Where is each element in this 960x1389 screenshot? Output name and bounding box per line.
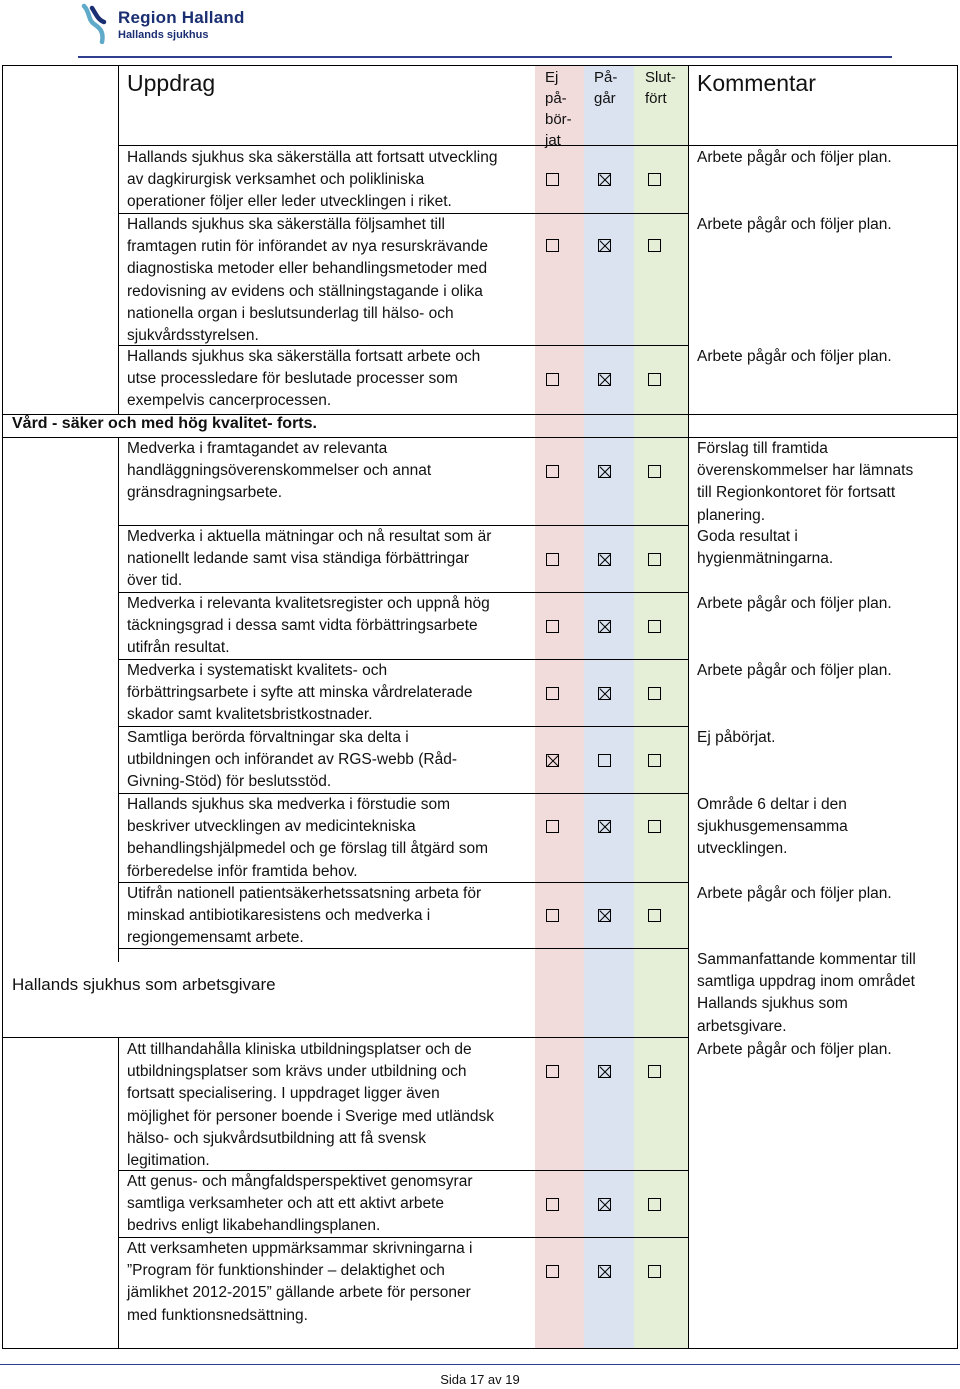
- row-10-checkbox-ej[interactable]: [546, 909, 559, 922]
- row-8-checkbox-pagar[interactable]: [598, 754, 611, 767]
- row-5-assignment-text: Medverka i aktuella mätningar och nå resultat som är nationellt ledande samt visa ständiga förbättringar över tid.: [127, 528, 492, 590]
- row-5-checkbox-ej[interactable]: [546, 553, 559, 566]
- row-8-assignment-text: Samtliga berörda förvaltningar ska delta i utbildningen och införandet av RGS-webb (Råd- Givning-Stöd) för beslutsstöd.: [127, 729, 457, 791]
- row-14-checkbox-slutfort[interactable]: [648, 1265, 661, 1278]
- row-2-assignment-text: Hallands sjukhus ska säkerställa följsamhet till framtagen rutin för införandet av nya resurskrävande diagnostiska metoder eller behandlingsmetoder med redovisning av evidens och ställningstagande i olika nationella organ i beslutsunderlag till hälso- och sjukvårdsstyrelsen.: [127, 216, 488, 345]
- row-8-comment: Ej påbörjat.: [697, 729, 776, 746]
- section-heading-arbetsgivare: Hallands sjukhus som arbetsgivare: [12, 975, 276, 994]
- row-2-checkbox-ej[interactable]: [546, 239, 559, 252]
- row-9-checkbox-pagar[interactable]: [598, 820, 611, 833]
- header-kommentar: Kommentar: [697, 70, 816, 96]
- row-5-checkbox-slutfort[interactable]: [648, 553, 661, 566]
- grid-line-indent: [118, 437, 119, 962]
- row-13-assignment-text: Att genus- och mångfaldsperspektivet genomsyrar samtliga verksamheter och att ett aktivt arbete bedrivs enligt likabehandlingsplanen.: [127, 1173, 473, 1235]
- grid-line-header: [118, 145, 958, 146]
- logo-mark-icon: [78, 2, 114, 44]
- page-number: Sida 17 av 19: [440, 1372, 520, 1387]
- grid-line-section: [2, 1037, 688, 1038]
- row-12-checkbox-ej[interactable]: [546, 1065, 559, 1078]
- row-6-assignment-text: Medverka i relevanta kvalitetsregister och uppnå hög täckningsgrad i dessa samt vidta förbättringsarbete utifrån resultat.: [127, 595, 490, 657]
- row-13-checkbox-slutfort[interactable]: [648, 1198, 661, 1211]
- row-1-comment: Arbete pågår och följer plan.: [697, 149, 892, 166]
- header-slutfort: Slut- fört: [645, 69, 676, 107]
- row-7-checkbox-slutfort[interactable]: [648, 687, 661, 700]
- header-uppdrag: Uppdrag: [127, 70, 216, 96]
- grid-line-comment: [688, 66, 689, 1348]
- row-6-checkbox-ej[interactable]: [546, 620, 559, 633]
- row-9-comment: Område 6 deltar i den sjukhusgemensamma utvecklingen.: [697, 796, 848, 858]
- row-4-checkbox-pagar[interactable]: [598, 465, 611, 478]
- footer-rule: [0, 1364, 960, 1365]
- row-5-comment: Goda resultat i hygienmätningarna.: [697, 528, 834, 568]
- row-1-checkbox-ej[interactable]: [546, 173, 559, 186]
- row-14-checkbox-pagar[interactable]: [598, 1265, 611, 1278]
- row-13-checkbox-pagar[interactable]: [598, 1198, 611, 1211]
- row-6-checkbox-pagar[interactable]: [598, 620, 611, 633]
- row-11-comment: Sammanfattande kommentar till samtliga uppdrag inom området Hallands sjukhus som arbetsgivare.: [697, 951, 916, 1035]
- row-9-assignment-text: Hallands sjukhus ska medverka i förstudie som beskriver utvecklingen av medicintekniska behandlingshjälpmedel och ge förslag till åtgärd som förberedelse inför framtida behov.: [127, 796, 489, 880]
- grid-line-indent: [118, 1038, 119, 1348]
- row-6-checkbox-slutfort[interactable]: [648, 620, 661, 633]
- row-13-checkbox-ej[interactable]: [546, 1198, 559, 1211]
- row-2-checkbox-pagar[interactable]: [598, 239, 611, 252]
- row-3-checkbox-ej[interactable]: [546, 373, 559, 386]
- row-12-checkbox-pagar[interactable]: [598, 1065, 611, 1078]
- header-rule: [78, 56, 892, 58]
- row-14-checkbox-ej[interactable]: [546, 1265, 559, 1278]
- row-5-checkbox-pagar[interactable]: [598, 553, 611, 566]
- row-3-checkbox-slutfort[interactable]: [648, 373, 661, 386]
- header-pagar: På- går: [594, 69, 618, 107]
- row-6-comment: Arbete pågår och följer plan.: [697, 595, 892, 612]
- row-14-assignment-text: Att verksamheten uppmärksammar skrivningarna i ”Program för funktionshinder – delaktighet och jämlikhet 2012-2015” gällande arbete för personer med funktionsnedsättning.: [127, 1240, 473, 1324]
- logo-subtitle: Hallands sjukhus: [118, 29, 209, 41]
- grid-line-indent: [118, 66, 119, 414]
- row-10-checkbox-pagar[interactable]: [598, 909, 611, 922]
- row-4-comment: Förslag till framtida överenskommelser har lämnats till Regionkontoret för fortsatt planering.: [697, 440, 914, 524]
- row-7-assignment-text: Medverka i systematiskt kvalitets- och förbättringsarbete i syfte att minska vårdrelaterade skador samt kvalitetsbristkostnader.: [127, 662, 473, 724]
- row-3-assignment-text: Hallands sjukhus ska säkerställa fortsatt arbete och utse processledare för beslutade processer som exempelvis cancerprocessen.: [127, 348, 481, 410]
- row-4-checkbox-slutfort[interactable]: [648, 465, 661, 478]
- header-ej-paborjat: Ej på- bör- jat: [545, 69, 572, 149]
- row-2-comment: Arbete pågår och följer plan.: [697, 216, 892, 233]
- row-7-comment: Arbete pågår och följer plan.: [697, 662, 892, 679]
- row-8-checkbox-ej[interactable]: [546, 754, 559, 767]
- row-12-comment: Arbete pågår och följer plan.: [697, 1041, 892, 1058]
- row-7-checkbox-pagar[interactable]: [598, 687, 611, 700]
- row-8-checkbox-slutfort[interactable]: [648, 754, 661, 767]
- row-4-checkbox-ej[interactable]: [546, 465, 559, 478]
- row-2-checkbox-slutfort[interactable]: [648, 239, 661, 252]
- row-10-comment: Arbete pågår och följer plan.: [697, 885, 892, 902]
- row-7-checkbox-ej[interactable]: [546, 687, 559, 700]
- row-12-checkbox-slutfort[interactable]: [648, 1065, 661, 1078]
- row-1-checkbox-slutfort[interactable]: [648, 173, 661, 186]
- logo-title: Region Halland: [118, 8, 245, 27]
- row-12-assignment-text: Att tillhandahålla kliniska utbildningsplatser och de utbildningsplatser som krävs under utbildning och fortsatt specialisering. I uppdraget ligger även möjlighet för personer boende i Sverige med utländsk hälso- och sjukvårdsutbildning att få svensk legitimation.: [127, 1041, 495, 1170]
- section-heading-vard: Vård - säker och med hög kvalitet- forts.: [12, 415, 317, 432]
- row-1-assignment-text: Hallands sjukhus ska säkerställa att fortsatt utveckling av dagkirurgisk verksamhet och polikliniska operationer följer eller leder utvecklingen i riket.: [127, 149, 498, 211]
- row-10-assignment-text: Utifrån nationell patientsäkerhetssatsning arbeta för minskad antibiotikaresistens och medverka i regiongemensamt arbete.: [127, 885, 482, 947]
- row-10-checkbox-slutfort[interactable]: [648, 909, 661, 922]
- row-3-comment: Arbete pågår och följer plan.: [697, 348, 892, 365]
- region-halland-logo: [78, 2, 258, 44]
- row-4-assignment-text: Medverka i framtagandet av relevanta handläggningsöverenskommelser och annat gränsdragningsarbete.: [127, 440, 432, 502]
- row-9-checkbox-slutfort[interactable]: [648, 820, 661, 833]
- row-3-checkbox-pagar[interactable]: [598, 373, 611, 386]
- row-9-checkbox-ej[interactable]: [546, 820, 559, 833]
- row-1-checkbox-pagar[interactable]: [598, 173, 611, 186]
